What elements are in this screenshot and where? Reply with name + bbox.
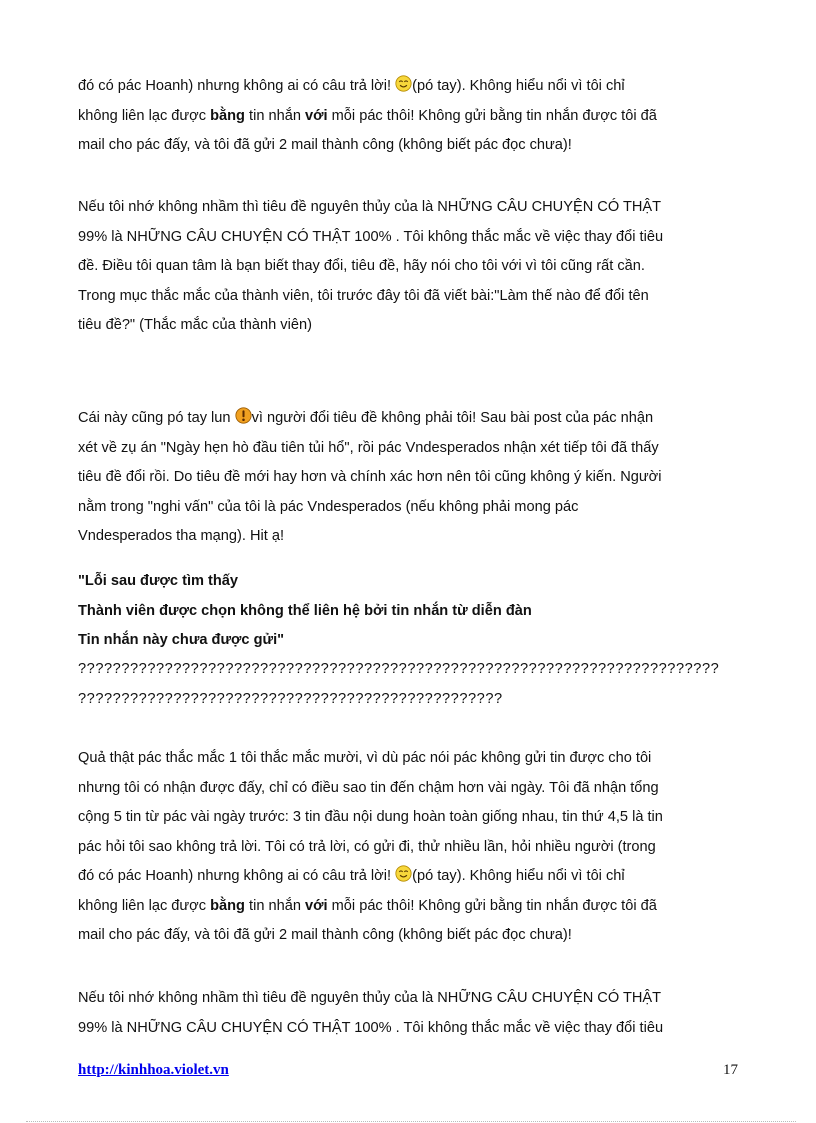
text-line: tiêu đề đổi rồi. Do tiêu đề mới hay hơn và chính xác hơn nên tôi cũng không ý kiến. Người [78, 469, 662, 485]
text-line: cộng 5 tin từ pác vài ngày trước: 3 tin đầu nội dung hoàn toàn giống nhau, tin thứ 4,5 là tin [78, 809, 663, 825]
text-line: nằm trong "nghi vấn" của tôi là pác Vndesperados (nếu không phải mong pác [78, 498, 579, 515]
text-line: đó có pác Hoanh) nhưng không ai có câu trả lời! (pó tay). Không hiểu nổi vì tôi chỉ [78, 862, 740, 892]
text-line: mail cho pác đấy, và tôi đã gửi 2 mail thành công (không biết pác đọc chưa)! [78, 927, 572, 943]
text-line: tiêu đề?" (Thắc mắc của thành viên) [78, 317, 312, 333]
paragraph-title-change [78, 404, 740, 552]
text-line: đó có pác Hoanh) nhưng không ai có câu trả lời! (pó tay). Không hiểu nổi vì tôi chỉ [78, 72, 740, 102]
page-number: 17 [723, 1062, 738, 1078]
smiley-face-icon [395, 75, 412, 92]
text-line: Tin nhắn này chưa được gửi" [78, 632, 285, 648]
text-line: ?????????????????????????????????????????????????????????????????????????? [78, 661, 720, 677]
footer-site-link[interactable]: http://kinhhoa.violet.vn [78, 1062, 229, 1078]
text-line: mail cho pác đấy, và tôi đã gửi 2 mail thành công (không biết pác đọc chưa)! [78, 137, 572, 153]
paragraph-reply [78, 744, 740, 951]
warning-icon [235, 407, 252, 424]
page-bottom-divider [26, 1121, 796, 1122]
question-marks-line [78, 655, 740, 714]
text-line: xét về zụ án "Ngày hẹn hò đầu tiên tủi hổ", rồi pác Vndesperados nhận xét tiếp tôi đã thấy [78, 439, 659, 456]
paragraph-continued-reply [78, 72, 740, 161]
text-line: Nếu tôi nhớ không nhầm thì tiêu đề nguyên thủy của là NHỮNG CÂU CHUYỆN CÓ THẬT [78, 199, 662, 215]
paragraph-title-question-repeat [78, 984, 740, 1043]
text-line: 99% là NHỮNG CÂU CHUYỆN CÓ THẬT 100% . Tôi không thắc mắc về việc thay đổi tiêu [78, 228, 664, 245]
text-line: Trong mục thắc mắc của thành viên, tôi trước đây tôi đã viết bài:"Làm thế nào để đổi tên [78, 287, 649, 304]
text-line: Nếu tôi nhớ không nhầm thì tiêu đề nguyên thủy của là NHỮNG CÂU CHUYỆN CÓ THẬT [78, 990, 662, 1006]
text-line: không liên lạc được bằng tin nhắn với mỗi pác thôi! Không gửi bằng tin nhắn được tôi đã [78, 107, 657, 124]
text-line: Quả thật pác thắc mắc 1 tôi thắc mắc mười, vì dù pác nói pác không gửi tin được cho tôi [78, 750, 652, 766]
text-line: ????????????????????????????????????????????????? [78, 690, 503, 707]
text-line: Thành viên được chọn không thể liên hệ bởi tin nhắn từ diễn đàn [78, 602, 532, 619]
text-line: 99% là NHỮNG CÂU CHUYỆN CÓ THẬT 100% . Tôi không thắc mắc về việc thay đổi tiêu [78, 1019, 664, 1036]
paragraph-title-question [78, 193, 740, 341]
text-line: đề. Điều tôi quan tâm là bạn biết thay đổi, tiêu đề, hãy nói cho tôi với vì tôi cũng rất cần. [78, 258, 645, 274]
text-line: Vndesperados tha mạng). Hit ạ! [78, 528, 285, 544]
text-line: pác hỏi tôi sao không trả lời. Tôi có trả lời, có gửi đi, thử nhiều lần, hỏi nhiều người (trong [78, 838, 656, 855]
text-line: không liên lạc được bằng tin nhắn với mỗi pác thôi! Không gửi bằng tin nhắn được tôi đã [78, 897, 657, 914]
text-line: "Lỗi sau được tìm thấy [78, 573, 239, 589]
smiley-face-icon [395, 865, 412, 882]
error-message-quote [78, 567, 740, 656]
text-line: Cái này cũng pó tay lun vì người đổi tiêu đề không phải tôi! Sau bài post của pác nhận [78, 404, 740, 434]
text-line: nhưng tôi có nhận được đấy, chỉ có điều sao tin đến chậm hơn vài ngày. Tôi đã nhận tổng [78, 779, 659, 796]
